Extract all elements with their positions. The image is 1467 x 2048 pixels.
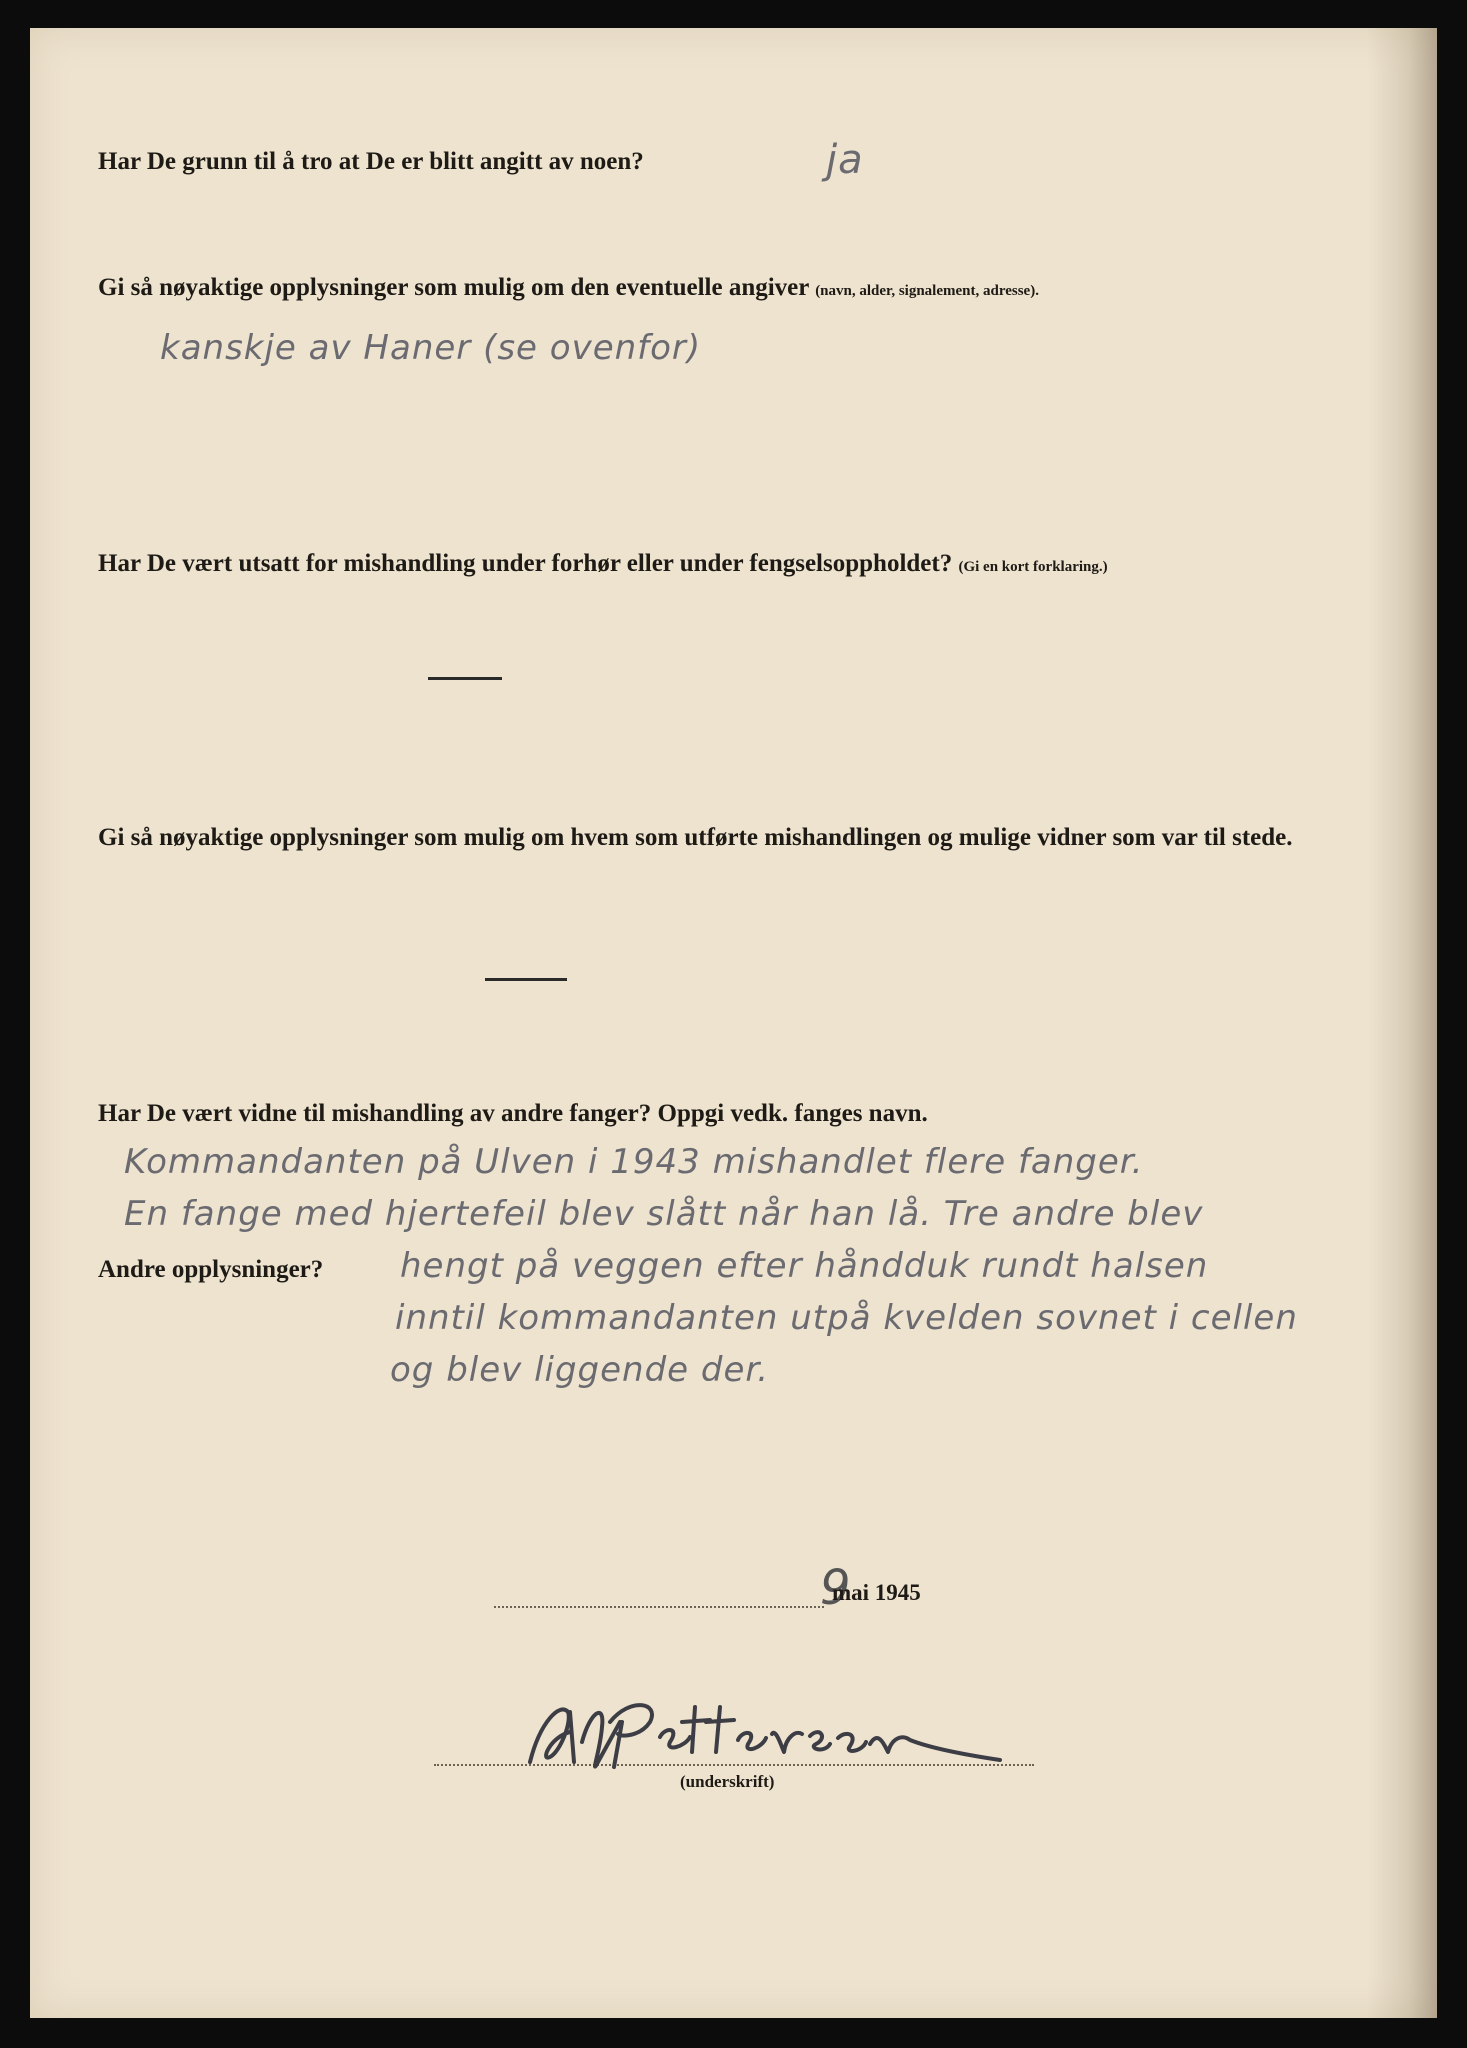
question-mistreatment-main: Har De vært utsatt for mishandling under forhør eller under fengselsoppholdet? xyxy=(98,550,953,577)
answer-other-line-2: inntil kommandanten utpå kvelden sovnet i cellen xyxy=(395,1298,1298,1338)
question-informer-details-note: (navn, alder, signalement, adresse). xyxy=(815,283,1039,299)
answer-witness-line-2: En fange med hjertefeil blev slått når han lå. Tre andre blev xyxy=(124,1194,1204,1234)
question-mistreatment-note: (Gi en kort forklaring.) xyxy=(958,559,1108,575)
question-informer-details-main: Gi så nøyaktige opplysninger som mulig om den eventuelle angiver xyxy=(98,274,809,301)
answer-other-line-1: hengt på veggen efter håndduk rundt halsen xyxy=(400,1246,1209,1286)
answer-informer-details: kanskje av Haner (se ovenfor) xyxy=(160,328,702,368)
question-informed-on: Har De grunn til å tro at De er blitt angitt av noen? xyxy=(98,148,644,175)
answer-perpetrators-dash xyxy=(485,978,567,981)
date-line xyxy=(494,1606,824,1608)
date-printed: mai 1945 xyxy=(832,1580,921,1605)
question-perpetrators: Gi så nøyaktige opplysninger som mulig om hvem som utførte mishandlingen og mulige vidner som var til stede. xyxy=(98,824,1293,851)
question-other-info: Andre opplysninger? xyxy=(98,1256,324,1283)
date-day-handwritten: 9 xyxy=(820,1560,851,1616)
signature-caption: (underskrift) xyxy=(680,1772,775,1791)
page-edge-shadow xyxy=(1367,28,1437,2018)
answer-witness-line-1: Kommandanten på Ulven i 1943 mishandlet flere fanger. xyxy=(124,1142,1144,1182)
answer-informed-on: ja xyxy=(826,137,864,183)
answer-mistreatment-dash xyxy=(428,677,502,680)
question-informer-details xyxy=(98,270,1039,309)
question-witness: Har De vært vidne til mishandling av andre fanger? Oppgi vedk. fanges navn. xyxy=(98,1100,928,1127)
answer-other-line-3: og blev liggende der. xyxy=(390,1350,770,1390)
question-mistreatment xyxy=(98,546,1108,585)
